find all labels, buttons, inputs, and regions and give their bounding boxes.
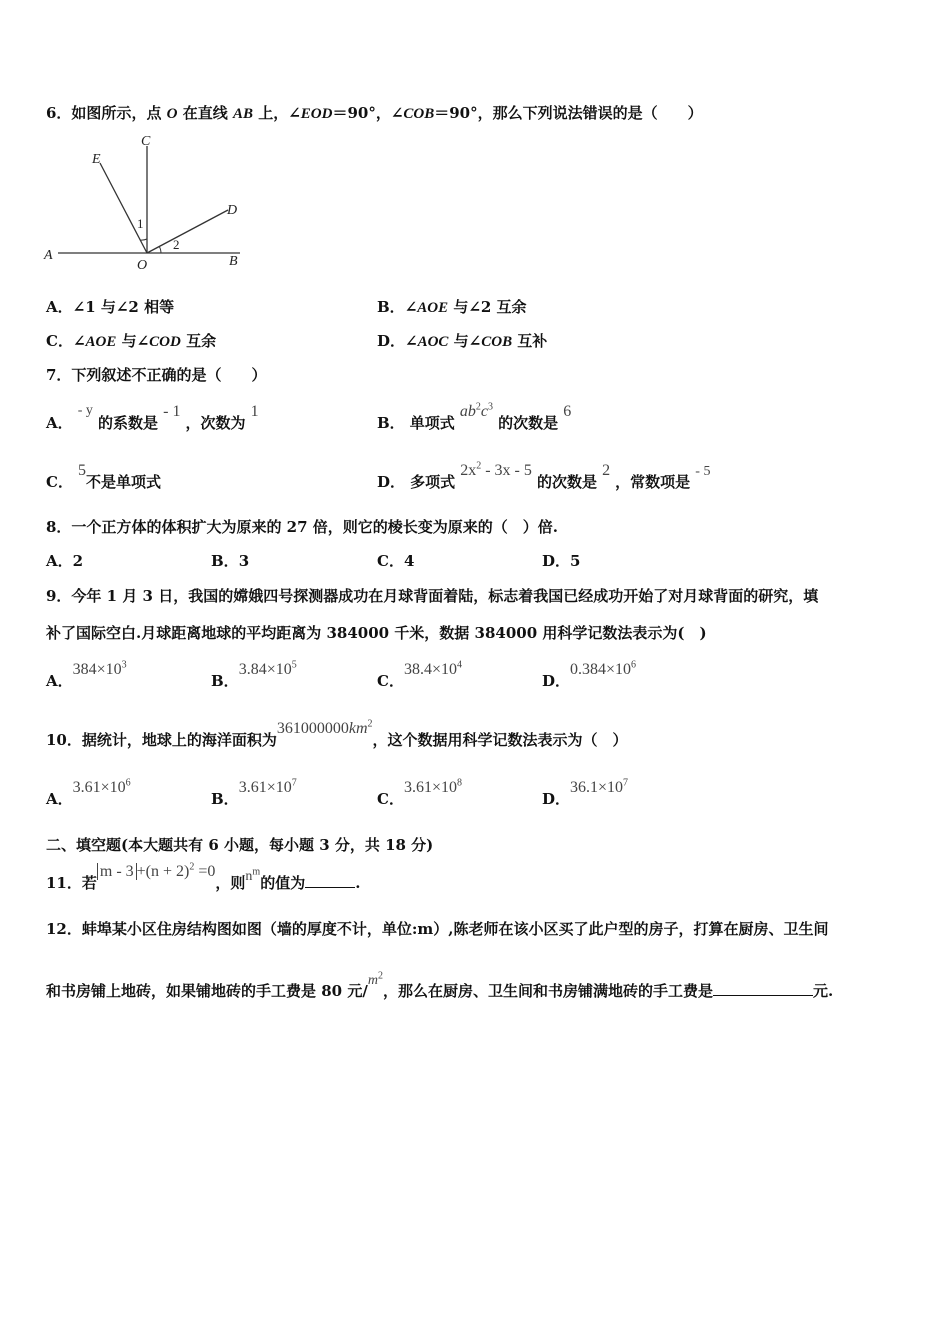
q9-stem-line2: 补了国际空白.月球距离地球的平均距离为 384000 千米，数据 384000 用科学记数法表示为( ) (46, 624, 707, 642)
label-b: B (229, 254, 238, 269)
section-2-title: 二、填空题(本大题共有 6 小题，每小题 3 分，共 18 分) (46, 836, 434, 854)
label-angle-1: 1 (137, 216, 144, 231)
q9-option-b[interactable]: B．$3.84\times 10^5$ (211, 659, 297, 690)
q12-stem-line1: 12．蚌埠某小区住房结构图如图（墙的厚度不计，单位:m）,陈老师在该小区买了此户型的房子，打算在厨房、卫生间 (46, 920, 829, 938)
q6-option-b[interactable]: B．∠AOE 与∠2 互余 (377, 298, 527, 316)
q12-answer-blank[interactable] (713, 995, 813, 996)
q6-stem: 6．如图所示，点 O 在直线 AB 上，∠EOD＝90°，∠COB＝90°，那么下列说法错误的是（ ） (46, 104, 703, 122)
q8-option-b[interactable]: B．3 (211, 552, 250, 570)
q6-geometry-figure (40, 128, 260, 273)
q11-answer-blank[interactable] (305, 887, 355, 888)
q12-stem-line2: 和书房铺上地砖，如果铺地砖的手工费是 80 元$/m^2$，那么在厨房、卫生间和书房铺满地砖的手工费是 元. (46, 970, 834, 1000)
q10-option-b[interactable]: B．$3.61\times 10^7$ (211, 777, 297, 808)
q6-option-d[interactable]: D．∠AOC 与∠COB 互补 (377, 332, 548, 350)
label-o: O (137, 258, 148, 273)
q7-option-a[interactable]: A． - y 的系数是 - 1 ，次数为 1 (46, 403, 259, 432)
q8-option-c[interactable]: C．4 (377, 552, 415, 570)
q6-option-c[interactable]: C．∠AOE 与∠COD 互余 (46, 332, 217, 350)
angle-1-arc (140, 239, 147, 240)
label-e: E (92, 152, 101, 167)
angle-2-arc (159, 246, 161, 253)
ray-oe (100, 163, 147, 253)
q10-option-d[interactable]: D．$36.1\times 10^7$ (542, 777, 629, 808)
q9-option-a[interactable]: A．$384\times 10^3$ (46, 659, 127, 690)
label-d: D (227, 203, 238, 218)
q7-option-c[interactable]: C． 5不是单项式 (46, 462, 162, 491)
q9-option-c[interactable]: C．$38.4\times 10^4$ (377, 659, 462, 690)
q9-stem-line1: 9．今年 1 月 3 日，我国的嫦娥四号探测器成功在月球背面着陆，标志着我国已经成功开始了对月球背面的研究，填 (46, 587, 819, 605)
q6-option-a[interactable]: A．∠1 与∠2 相等 (46, 298, 175, 316)
q8-stem: 8．一个正方体的体积扩大为原来的 27 倍，则它的棱长变为原来的（ ）倍. (46, 518, 558, 536)
q7-option-b[interactable]: B． 单项式 $ab^2c^3$ 的次数是 6 (377, 401, 572, 432)
q9-option-d[interactable]: D．$0.384\times 10^6$ (542, 659, 637, 690)
q10-option-c[interactable]: C．$3.61\times 10^8$ (377, 777, 462, 808)
q8-option-a[interactable]: A．2 (46, 552, 84, 570)
label-angle-2: 2 (173, 237, 180, 252)
q8-option-d[interactable]: D．5 (542, 552, 581, 570)
q11-stem: 11．若$m - 3 +(n + 2)^2 =0$，则$n^m$的值为 . (46, 861, 361, 892)
q10-option-a[interactable]: A．$3.61\times 10^6$ (46, 777, 131, 808)
label-c: C (141, 134, 151, 149)
label-a: A (44, 248, 53, 263)
q7-option-d[interactable]: D． 多项式 $2x^2 - 3x - 5$ 的次数是 2 ，常数项是 - 5 (377, 460, 711, 491)
q7-stem: 7．下列叙述不正确的是（ ） (46, 366, 267, 384)
q10-stem: 10．据统计，地球上的海洋面积为$361000000km^2$，这个数据用科学记数法表示为（ ） (46, 718, 628, 749)
